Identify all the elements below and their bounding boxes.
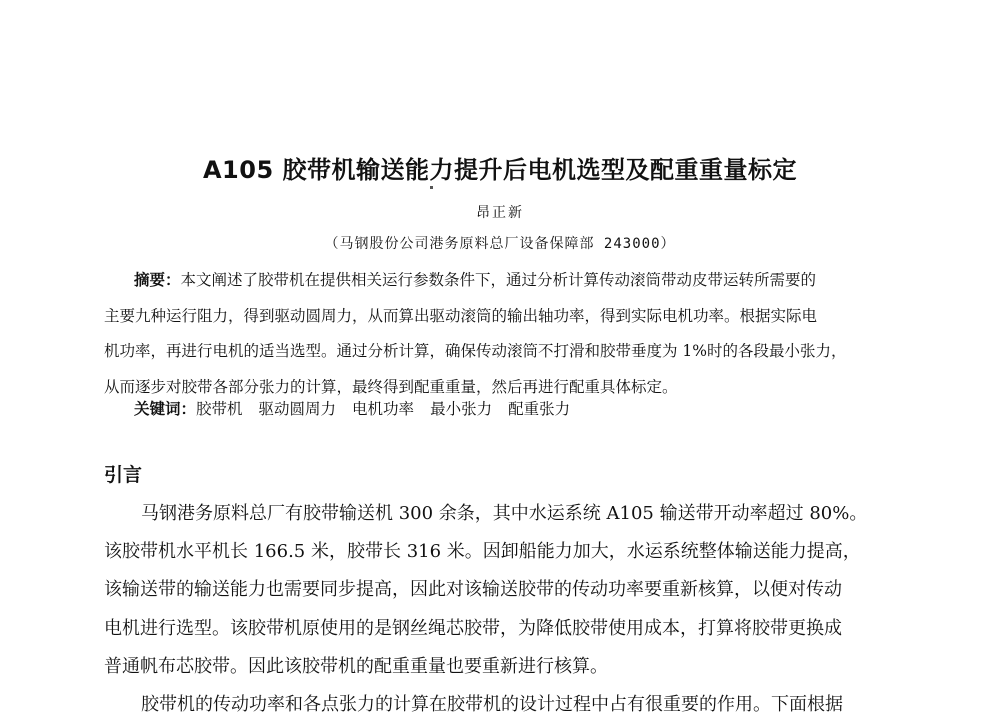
body-line: 该输送带的输送能力也需要同步提高，因此对该输送胶带的传动功率要重新核算，以便对传动: [104, 579, 842, 601]
abstract-line: 主要九种运行阻力，得到驱动圆周力，从而算出驱动滚筒的输出轴功率，得到实际电机功率。根据实际电: [104, 306, 818, 325]
body-line: 马钢港务原料总厂有胶带输送机 300 余条，其中水运系统 A105 输送带开动率超过 80%。: [141, 503, 868, 524]
keyword: 驱动圆周力: [258, 400, 337, 418]
body-line: 胶带机的传动功率和各点张力的计算在胶带机的设计过程中占有很重要的作用。下面根据: [141, 694, 843, 716]
body-line: 该胶带机水平机长 166.5 米，胶带长 316 米。因卸船能力加大，水运系统整体输送能力提高，: [104, 541, 861, 563]
body-line: 普通帆布芯胶带。因此该胶带机的配重重量也要重新进行核算。: [104, 655, 608, 677]
abstract-line: [104, 263, 896, 299]
abstract-line: 从而逐步对胶带各部分张力的计算，最终得到配重重量，然后再进行配重具体标定。: [104, 377, 678, 396]
keyword: 电机功率: [352, 400, 415, 418]
keyword: 胶带机: [196, 400, 243, 418]
author-affiliation: （马钢股份公司港务原料总厂设备保障部 243000）: [324, 236, 676, 252]
section-heading: 引言: [104, 464, 143, 486]
stray-dot: [430, 186, 433, 189]
keywords-label: 关键词：: [134, 400, 197, 418]
author-name: 昂正新: [476, 205, 524, 221]
abstract-text: 本文阐述了胶带机在提供相关运行参数条件下，通过分析计算传动滚筒带动皮带运转所需要的: [180, 271, 817, 289]
abstract-label: 摘要：: [134, 271, 181, 289]
keywords: [134, 397, 586, 419]
body-line: 电机进行选型。该胶带机原使用的是钢丝绳芯胶带，为降低胶带使用成本，打算将胶带更换成: [104, 617, 842, 639]
body-text: [104, 495, 904, 724]
abstract-line: 机功率，再进行电机的适当选型。通过分析计算，确保传动滚筒不打滑和胶带垂度为 1%时的各段最小张力，: [104, 342, 847, 360]
keyword: 配重张力: [508, 400, 571, 418]
paper-title: A105 胶带机输送能力提升后电机选型及配重重量标定: [202, 156, 798, 184]
keyword: 最小张力: [430, 400, 493, 418]
abstract: [104, 263, 896, 405]
